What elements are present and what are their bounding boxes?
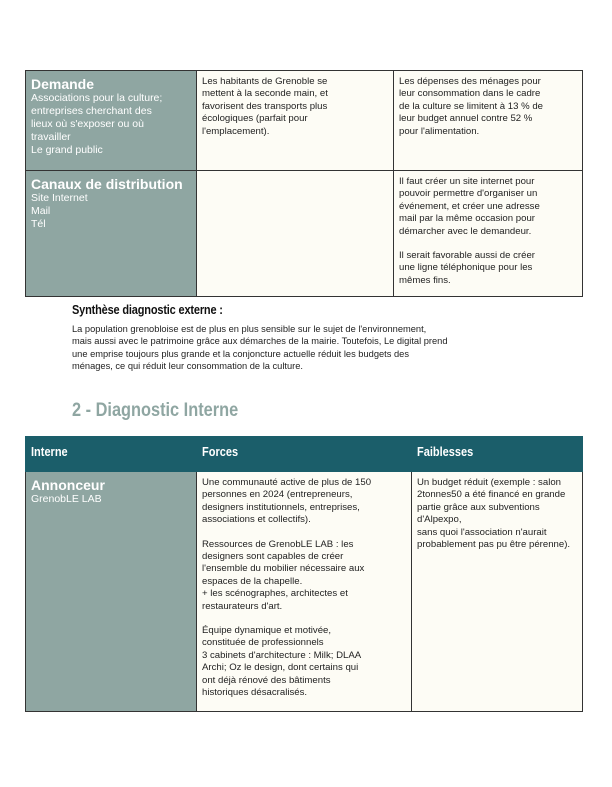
cell-line: ont déjà rénové des bâtiments xyxy=(202,674,331,686)
table-row xyxy=(26,71,583,171)
cell-line: designers institutionnels, entreprises, xyxy=(202,501,360,513)
cell-line: Les dépenses des ménages pour xyxy=(399,76,541,87)
cell-line: 3 cabinets d'architecture : Milk; DLAA xyxy=(202,649,362,661)
cell-line: restaurateurs d'art. xyxy=(202,600,283,612)
table-row xyxy=(26,472,583,712)
cell-line: événement, et créer une adresse xyxy=(399,200,540,212)
header-label: Faiblesses xyxy=(417,445,474,459)
cell-line: pouvoir permettre d'organiser un xyxy=(399,188,538,200)
row-subtext: travailler xyxy=(31,131,71,143)
synthese-title: Synthèse diagnostic externe : xyxy=(72,303,223,317)
paragraph-gap xyxy=(202,527,406,539)
row-subtext: Associations pour la culture; xyxy=(31,92,163,104)
cell-line: Archi; Oz le design, dont certains qui xyxy=(202,662,359,674)
header-faiblesses xyxy=(412,437,583,472)
cell-line: sans quoi l'association n'aurait xyxy=(417,526,547,538)
cell-line: probablement pas pu être pérenne). xyxy=(417,539,571,551)
section-title: 2 - Diagnostic Interne xyxy=(72,400,239,421)
cell-line: de la culture se limitent à 13 % de xyxy=(399,100,543,112)
row-heading: Canaux de distribution xyxy=(31,176,183,192)
cell-line: démarcher avec le demandeur. xyxy=(399,225,532,237)
cell-line: personnes en 2024 (entrepreneurs, xyxy=(202,489,353,501)
cell-line: Ressources de GrenobLE LAB : les xyxy=(202,538,354,550)
table-row xyxy=(26,171,583,297)
synthese-block xyxy=(72,303,542,372)
header-interne xyxy=(26,437,197,472)
cell-line: pour l'alimentation. xyxy=(399,125,480,137)
synthese-line: mais aussi avec le patrimoine grâce aux démarches de la mairie. Toutefois, Le digital prend xyxy=(72,336,448,347)
header-forces xyxy=(197,437,412,472)
cell-line: mettent à la seconde main, et xyxy=(202,88,328,100)
cell-line: Les habitants de Grenoble se xyxy=(202,76,328,87)
row-subtext: Site Internet xyxy=(31,192,88,204)
header-label: Interne xyxy=(31,445,68,459)
cell-line: historiques désacralisés. xyxy=(202,687,308,699)
row-header-canaux xyxy=(26,171,197,297)
cell-line: + les scénographes, architectes et xyxy=(202,588,348,600)
row-heading: Demande xyxy=(31,76,95,92)
demande-col3-cell xyxy=(394,71,583,171)
cell-line: l'ensemble du mobilier nécessaire aux xyxy=(202,563,365,575)
cell-line: espaces de la chapelle. xyxy=(202,575,303,587)
cell-line: l'emplacement). xyxy=(202,125,270,137)
table-header-row xyxy=(26,437,583,472)
cell-line: designers sont capables de créer xyxy=(202,551,344,563)
row-subtext: Mail xyxy=(31,205,51,217)
cell-line: mail par la même occasion pour xyxy=(399,213,535,225)
cell-line: associations et collectifs). xyxy=(202,514,311,526)
cell-line: Un budget réduit (exemple : salon xyxy=(417,477,561,488)
cell-line: favorisent des transports plus xyxy=(202,100,328,112)
cell-line: écologiques (parfait pour xyxy=(202,113,308,125)
cell-line: mêmes fins. xyxy=(399,274,451,286)
synthese-line: La population grenobloise est de plus en plus sensible sur le sujet de l'environnement, xyxy=(72,324,427,334)
synthese-line: ménages, ce qui réduit leur consommation de la culture. xyxy=(72,360,303,371)
row-subtext: GrenobLE LAB xyxy=(31,493,102,505)
row-subtext: entreprises cherchant des xyxy=(31,105,152,117)
cell-line: Une communauté active de plus de 150 xyxy=(202,477,372,488)
paragraph-gap xyxy=(202,613,406,625)
faiblesses-cell xyxy=(412,472,583,712)
synthese-line: une emprise toujours plus grande et la conjoncture actuelle réduit les budgets des xyxy=(72,348,409,359)
cell-line: leur budget annuel contre 52 % xyxy=(399,113,533,125)
row-subtext: lieux où s'exposer ou où xyxy=(31,118,144,130)
cell-line: une ligne téléphonique pour les xyxy=(399,262,533,274)
row-header-annonceur xyxy=(26,472,197,712)
external-diagnostic-table xyxy=(25,70,583,297)
cell-line: Équipe dynamique et motivée, xyxy=(202,625,332,637)
demande-col2-cell xyxy=(197,71,394,171)
cell-line: leur consommation dans le cadre xyxy=(399,88,541,100)
cell-line: 2tonnes50 a été financé en grande xyxy=(417,489,566,501)
canaux-col3-cell xyxy=(394,171,583,297)
row-header-demande xyxy=(26,71,197,171)
canaux-col2-cell xyxy=(197,171,394,297)
header-label: Forces xyxy=(202,445,239,459)
internal-diagnostic-table xyxy=(25,436,583,712)
row-subtext: Le grand public xyxy=(31,144,103,156)
cell-line: Il serait favorable aussi de créer xyxy=(399,250,535,262)
cell-line: Il faut créer un site internet pour xyxy=(399,176,535,187)
cell-line: constituée de professionnels xyxy=(202,637,324,649)
row-heading: Annonceur xyxy=(31,477,105,493)
forces-cell xyxy=(197,472,412,712)
paragraph-gap xyxy=(399,238,577,250)
row-subtext: Tél xyxy=(31,218,46,230)
cell-line: partie grâce aux subventions d'Alpexpo, xyxy=(417,501,540,526)
